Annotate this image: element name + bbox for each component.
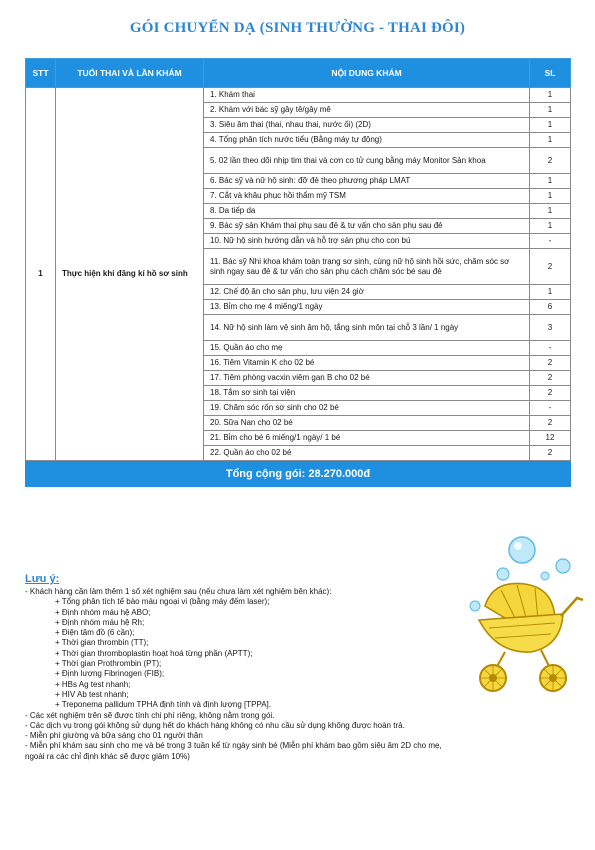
note-item: + Treponema pallidum TPHA định tính và định lượng [TPPA]. [55,700,271,710]
stroller-basket [479,614,563,652]
notes-list [25,587,445,762]
row-qty: 3 [530,315,571,341]
header-age: TUỔI THAI VÀ LẦN KHÁM [56,59,204,88]
note-item: + Thời gian thrombin (TT); [55,638,149,648]
row-qty: 1 [530,204,571,219]
header-content: NỘI DUNG KHÁM [204,59,530,88]
row-qty: 1 [530,103,571,118]
note-item: + Định lượng Fibrinogen (FIB); [55,669,165,679]
row-qty: 2 [530,148,571,174]
package-table [25,58,571,487]
row-qty: - [530,234,571,249]
row-content: 21. Bỉm cho bé 6 miếng/1 ngày/ 1 bé [204,431,530,446]
row-content: 8. Da tiếp da [204,204,530,219]
note-item: + Thời gian thromboplastin hoạt hoá từng phần (APTT); [55,648,253,658]
row-qty: 1 [530,133,571,148]
note-item: - Khách hàng cần làm thêm 1 số xét nghiệm sau (nếu chưa làm xét nghiệm bên khác): [25,587,332,596]
row-qty: 1 [530,219,571,234]
header-stt: STT [26,59,56,88]
row-content: 20. Sữa Nan cho 02 bé [204,416,530,431]
row-content: 14. Nữ hộ sinh làm vệ sinh âm hộ, tắng sinh môn tại chỗ 3 lần/ 1 ngày [204,315,530,341]
row-qty: 2 [530,249,571,285]
row-qty: 1 [530,189,571,204]
bubble-left [470,601,480,611]
row-qty: - [530,401,571,416]
note-item: - Các dịch vụ trong gói không sử dụng hết do khách hàng không có nhu cầu sử dụng không được hoàn trả. [25,720,405,730]
row-content: 5. 02 lần theo dõi nhịp tim thai và cơn co tử cung bằng máy Monitor Sản khoa [204,148,530,174]
notes-title: Lưu ý: [25,573,60,585]
note-item: - Miễn phí giường và bữa sáng cho 01 người thân [25,731,203,741]
row-qty: 2 [530,356,571,371]
note-item: + Tổng phân tích tế bào máu ngoại vi (bằng máy đếm laser); [55,597,270,607]
group-age: Thực hiện khi đăng kí hồ sơ sinh [56,88,204,461]
row-qty: 6 [530,300,571,315]
row-content: 3. Siêu âm thai (thai, nhau thai, nước ối) (2D) [204,118,530,133]
bubble-shine [514,542,522,550]
bubble-small [541,572,549,580]
note-item: + Điện tâm đồ (6 cần); [55,628,135,638]
bubble-medium [497,568,509,580]
row-qty: 2 [530,371,571,386]
package-total: Tổng cộng gói: 28.270.000đ [26,461,571,487]
row-content: 18. Tắm sơ sinh tại viện [204,386,530,401]
row-content: 17. Tiêm phòng vacxin viêm gan B cho 02 bé [204,371,530,386]
row-content: 9. Bác sỹ sản Khám thai phụ sau đẻ & tư vấn cho sản phụ sau đẻ [204,219,530,234]
note-item: + Định nhóm máu hệ Rh; [55,617,145,627]
note-item: + Định nhóm máu hệ ABO; [55,607,151,617]
row-content: 11. Bác sỹ Nhi khoa khám toàn trạng sơ sinh, cùng nữ hộ sinh hồi sức, chăm sóc sơ sinh ngay sau đẻ & tư vấn cho sản phụ cách chăm sóc bé sau đẻ [204,249,530,285]
stroller-handle [561,598,583,616]
row-content: 2. Khám với bác sỹ gây tê/gây mê [204,103,530,118]
note-item: - Các xét nghiệm trên sẽ được tính chi phí riêng, không nằm trong gói. [25,710,275,720]
row-content: 16. Tiêm Vitamin K cho 02 bé [204,356,530,371]
row-content: 7. Cắt và khâu phục hồi thẩm mỹ TSM [204,189,530,204]
row-content: 15. Quần áo cho mẹ [204,341,530,356]
row-content: 13. Bỉm cho mẹ 4 miếng/1 ngày [204,300,530,315]
row-qty: 1 [530,118,571,133]
row-qty: 1 [530,174,571,189]
notes-section [25,573,445,762]
row-content: 19. Chăm sóc rốn sơ sinh cho 02 bé [204,401,530,416]
page-title: GÓI CHUYỂN DẠ (SINH THƯỜNG - THAI ĐÔI) [129,20,466,36]
bubble-right [556,559,570,573]
row-qty: 12 [530,431,571,446]
baby-stroller-illustration [445,528,585,698]
stroller-legs [495,650,551,670]
row-content: 12. Chế độ ăn cho sản phụ, lưu viện 24 giờ [204,285,530,300]
table-body [26,88,571,487]
row-content: 6. Bác sỹ và nữ hộ sinh: đỡ đẻ theo phương pháp LMAT [204,174,530,189]
row-content: 4. Tổng phân tích nước tiểu (Bằng máy tự động) [204,133,530,148]
table-header-row [26,59,571,88]
group-stt: 1 [26,88,56,461]
note-item: - Miễn phí khám sau sinh cho mẹ và bé trong 3 tuần kể từ ngày sinh bé (Miễn phí khám bao gồm siêu âm 2D cho mẹ, ngoài ra các chỉ định khác sẽ được giảm 10%) [25,741,442,761]
header-qty: SL [530,59,571,88]
row-qty: 1 [530,285,571,300]
note-item: + HBs Ag test nhanh; [55,679,131,689]
bubble-large [509,537,535,563]
total-row [26,461,571,487]
row-content: 22. Quần áo cho 02 bé [204,446,530,461]
row-qty: - [530,341,571,356]
table-row [26,88,571,103]
row-qty: 2 [530,386,571,401]
note-item: + Thời gian Prothrombin (PT); [55,659,162,669]
row-content: 10. Nữ hộ sinh hướng dẫn và hỗ trợ sản phụ cho con bú [204,234,530,249]
row-qty: 1 [530,88,571,103]
note-item: + HIV Ab test nhanh; [55,689,129,699]
row-qty: 2 [530,416,571,431]
row-content: 1. Khám thai [204,88,530,103]
row-qty: 2 [530,446,571,461]
